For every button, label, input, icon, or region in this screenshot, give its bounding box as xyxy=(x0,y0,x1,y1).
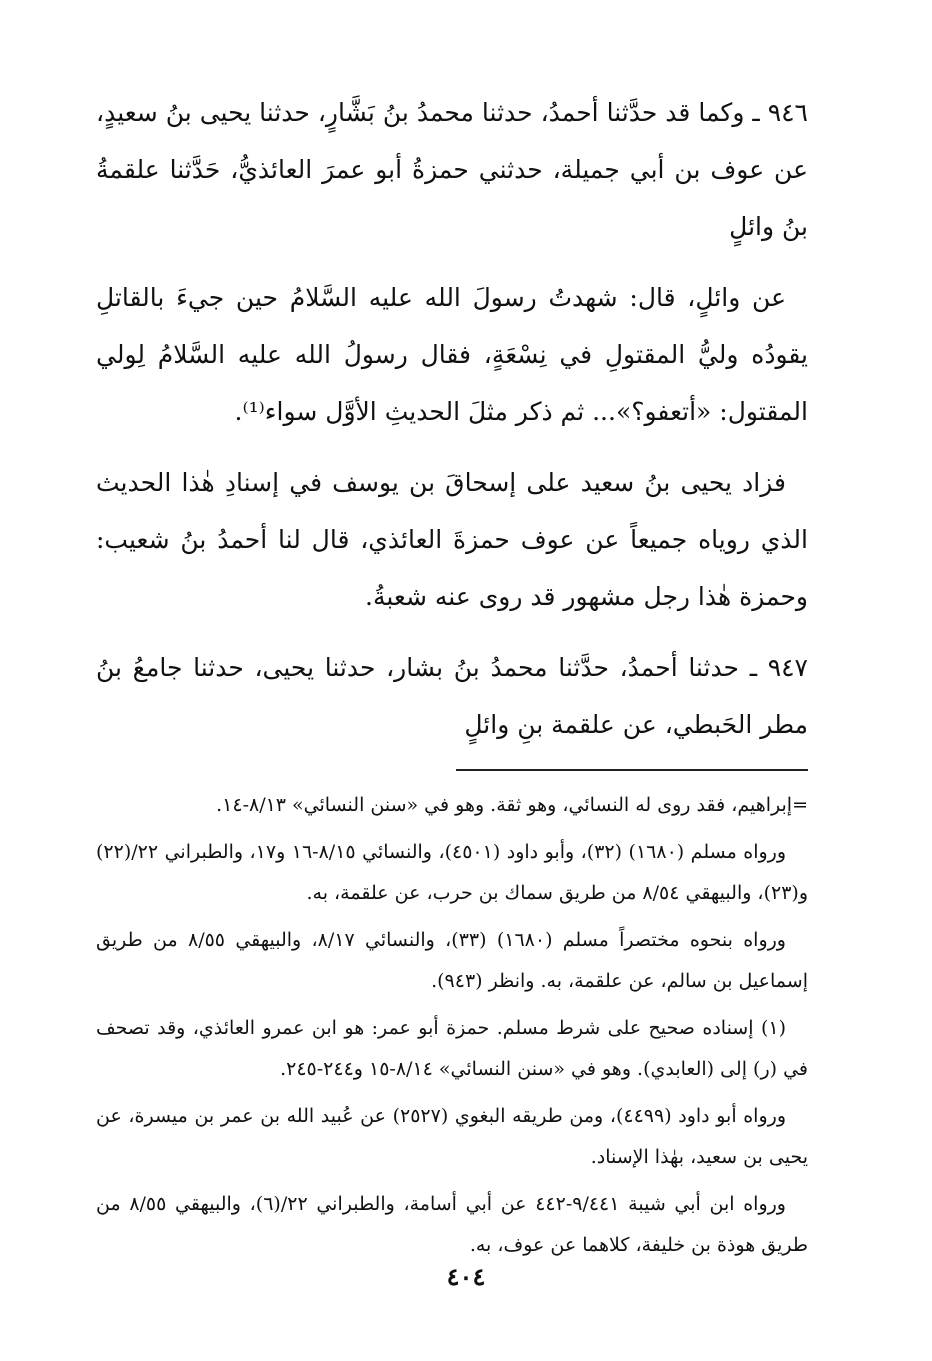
page-body xyxy=(96,84,808,1266)
hadith-946-continuation: عن وائلٍ، قال: شهدتُ رسولَ الله عليه السَّلامُ حين جيءَ بالقاتلِ يقودُه وليُّ المقتولِ في نِسْعَةٍ، فقال رسولُ الله عليه السَّلامُ لِولي المقتول: «أتعفو؟»... ثم ذكر مثلَ الحديثِ الأوَّل سواء⁽¹⁾. xyxy=(96,283,808,426)
footnote-line: (١) إسناده صحيح على شرط مسلم. حمزة أبو عمر: هو ابن عمرو العائذي، وقد تصحف في (ر) إلى (العابدي). وهو في «سنن النسائي» ٨/١٤-١٥ و٢٤٤-٢٤٥. xyxy=(96,1017,808,1080)
footnote-line: ورواه مسلم (١٦٨٠) (٣٢)، وأبو داود (٤٥٠١)، والنسائي ٨/١٥-١٦ و١٧، والطبراني ٢٢/(٢٢) و(٢٣)، والبيهقي ٨/٥٤ من طريق سماك بن حرب، عن علقمة، به. xyxy=(96,841,808,904)
footnote-line: ورواه أبو داود (٤٤٩٩)، ومن طريقه البغوي (٢٥٢٧) عن عُبيد الله بن عمر بن ميسرة، عن يحيى بن سعيد، بهٰذا الإسناد. xyxy=(96,1105,808,1168)
page-number: ٤٠٤ xyxy=(446,1262,486,1291)
footnote-line: ورواه ابن أبي شيبة ٩/٤٤١-٤٤٢ عن أبي أسامة، والطبراني ٢٢/(٦)، والبيهقي ٨/٥٥ من طريق هوذة بن خليفة، كلاهما عن عوف، به. xyxy=(96,1193,808,1256)
commentary-paragraph: فزاد يحيى بنُ سعيد على إسحاقَ بن يوسف في إسنادِ هٰذا الحديث الذي روياه جميعاً عن عوف حمزةَ العائذي، قال لنا أحمدُ بنُ شعيب: وحمزة هٰذا رجل مشهور قد روى عنه شعبةُ. xyxy=(96,468,808,611)
footnote-line: =إبراهيم، فقد روى له النسائي، وهو ثقة. وهو في «سنن النسائي» ٨/١٣-١٤. xyxy=(216,794,808,816)
hadith-947: ٩٤٧ ـ حدثنا أحمدُ، حدَّثنا محمدُ بنُ بشار، حدثنا يحيى، حدثنا جامعُ بنُ مطر الحَبطي، عن علقمة بنِ وائلٍ xyxy=(96,653,808,739)
footnote-line: ورواه بنحوه مختصراً مسلم (١٦٨٠) (٣٣)، والنسائي ٨/١٧، والبيهقي ٨/٥٥ من طريق إسماعيل بن سالم، عن علقمة، به. وانظر (٩٤٣). xyxy=(96,929,808,992)
main-text xyxy=(96,84,808,753)
footnotes xyxy=(96,785,808,1266)
footnote-separator xyxy=(456,769,808,771)
hadith-946: ٩٤٦ ـ وكما قد حدَّثنا أحمدُ، حدثنا محمدُ بنُ بَشَّارٍ، حدثنا يحيى بنُ سعيدٍ، عن عوف بن أبي جميلة، حدثني حمزةُ أبو عمرَ العائذيُّ، حَدَّثنا علقمةُ بنُ وائلٍ xyxy=(96,98,808,241)
